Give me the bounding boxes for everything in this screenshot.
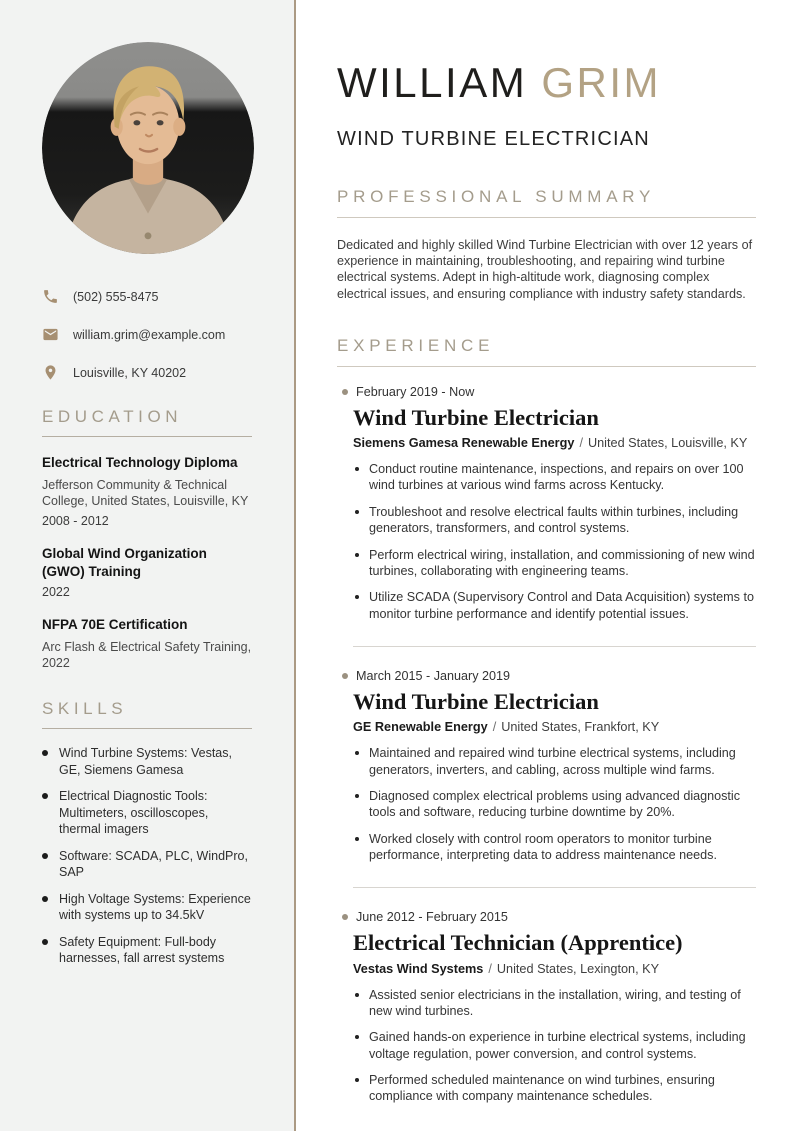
bullet-icon — [355, 553, 359, 557]
company-name: GE Renewable Energy — [353, 720, 488, 735]
entry-bullet-list — [353, 745, 756, 863]
bullet-text: Maintained and repaired wind turbine electrical systems, including generators, inverters, and cabling, across multiple wind farms. — [369, 746, 736, 777]
entry-bullet-list — [353, 461, 756, 622]
skill-text: Wind Turbine Systems: Vestas, GE, Siemens Gamesa — [59, 746, 232, 777]
email-icon — [42, 326, 59, 343]
entry-bullet-list — [353, 987, 756, 1105]
timeline-dot-icon — [342, 673, 348, 679]
bullet-icon — [355, 467, 359, 471]
summary-text: Dedicated and highly skilled Wind Turbine Electrician with over 12 years of experience in maintaining, troubleshooting, and repairing wind turbine electrical systems. Adept in high-altitude work, diagnosing complex electrical issues, and ensuring compliance with industry safety standards. — [337, 238, 753, 301]
entry-bullet — [353, 788, 756, 821]
skill-text: Electrical Diagnostic Tools: Multimeters, oscilloscopes, thermal imagers — [59, 789, 209, 837]
bullet-text: Assisted senior electricians in the installation, wiring, and testing of new wind turbines. — [369, 987, 741, 1018]
entry-dates: June 2012 - February 2015 — [356, 910, 508, 925]
entry-bullet — [353, 461, 756, 494]
phone-icon — [42, 288, 59, 305]
bullet-icon — [42, 750, 48, 756]
experience-entry — [337, 910, 756, 1104]
contact-email — [42, 326, 252, 343]
entry-date-row — [342, 669, 756, 683]
bullet-icon — [42, 853, 48, 859]
profile-photo — [42, 42, 254, 254]
skill-text: Software: SCADA, PLC, WindPro, SAP — [59, 848, 248, 880]
skill-item — [42, 745, 252, 778]
contact-section — [42, 288, 252, 381]
entry-bullet — [353, 504, 756, 537]
education-heading: EDUCATION — [42, 407, 252, 437]
education-item — [42, 545, 252, 599]
main-content — [296, 0, 800, 1131]
contact-location — [42, 364, 252, 381]
education-title: Global Wind Organization (GWO) Training — [42, 546, 207, 579]
entry-dates: March 2015 - January 2019 — [356, 669, 511, 683]
company-name: Siemens Gamesa Renewable Energy — [353, 436, 575, 451]
education-subtitle: Arc Flash & Electrical Safety Training, 2022 — [42, 639, 252, 670]
bullet-icon — [355, 751, 359, 755]
entry-bullet — [353, 547, 756, 580]
bullet-icon — [355, 510, 359, 514]
experience-divider — [353, 646, 756, 647]
experience-entry — [337, 669, 756, 863]
entry-bullet — [353, 1072, 756, 1105]
company-location-separator: / — [579, 436, 583, 451]
phone-number: (502) 555-8475 — [73, 289, 159, 304]
skill-item — [42, 848, 252, 881]
timeline-dot-icon — [342, 914, 348, 920]
bullet-text: Diagnosed complex electrical problems using advanced diagnostic tools and software, reducing turbine downtime by 20%. — [369, 788, 741, 820]
entry-dates: February 2019 - Now — [356, 384, 475, 399]
bullet-icon — [355, 1035, 359, 1039]
location-pin-icon — [42, 364, 59, 381]
education-title: Electrical Technology Diploma — [42, 455, 238, 470]
entry-date-row — [342, 910, 756, 924]
education-subtitle: Jefferson Community & Technical College, United States, Louisville, KY — [42, 477, 249, 508]
company-location: United States, Lexington, KY — [496, 961, 660, 976]
sidebar — [0, 0, 296, 1131]
experience-entry — [337, 385, 756, 622]
bullet-icon — [355, 993, 359, 997]
summary-heading: PROFESSIONAL SUMMARY — [337, 187, 756, 218]
first-name: WILLIAM — [337, 59, 528, 106]
company-location-separator: / — [492, 720, 497, 735]
bullet-text: Performed scheduled maintenance on wind turbines, ensuring compliance with company maintenance schedules. — [369, 1072, 715, 1104]
entry-bullet — [353, 589, 756, 622]
bullet-icon — [355, 794, 359, 798]
entry-bullet — [353, 1029, 756, 1062]
experience-divider — [353, 887, 756, 888]
education-title: NFPA 70E Certification — [42, 617, 188, 633]
profile-photo-illustration — [42, 42, 254, 254]
skill-item — [42, 891, 252, 924]
skill-text: Safety Equipment: Full-body harnesses, fall arrest systems — [59, 934, 225, 966]
entry-bullet — [353, 987, 756, 1020]
bullet-icon — [355, 1078, 359, 1082]
skill-item — [42, 788, 252, 838]
timeline-dot-icon — [342, 389, 348, 395]
education-item — [42, 616, 252, 671]
bullet-text: Utilize SCADA (Supervisory Control and Data Acquisition) systems to monitor turbine performance and identify potential issues. — [369, 590, 754, 621]
candidate-name — [337, 59, 756, 106]
entry-bullet — [353, 831, 756, 864]
education-item — [42, 454, 252, 528]
entry-bullet — [353, 745, 756, 778]
entry-date-row — [342, 385, 756, 399]
bullet-icon — [355, 837, 359, 841]
bullet-text: Perform electrical wiring, installation, and commissioning of new wind turbines, collaborating with engineering teams. — [369, 547, 755, 578]
contact-phone — [42, 288, 252, 305]
job-title: WIND TURBINE ELECTRICIAN — [337, 128, 650, 150]
entry-company-line — [353, 962, 756, 976]
bullet-text: Gained hands-on experience in turbine electrical systems, including voltage regulation, power conversion, and control systems. — [369, 1030, 746, 1061]
entry-title: Electrical Technician (Apprentice) — [353, 930, 683, 956]
entry-title: Wind Turbine Electrician — [353, 404, 599, 430]
company-location-separator: / — [488, 961, 492, 976]
bullet-icon — [355, 595, 359, 599]
experience-heading: EXPERIENCE — [337, 336, 756, 367]
skill-item — [42, 934, 252, 967]
location-text: Louisville, KY 40202 — [73, 365, 187, 380]
skill-text: High Voltage Systems: Experience with systems up to 34.5kV — [59, 891, 251, 923]
bullet-text: Troubleshoot and resolve electrical faults within turbines, including generators, transformers, and control systems. — [369, 504, 739, 536]
skills-list — [42, 745, 252, 967]
bullet-text: Conduct routine maintenance, inspections, and repairs on over 100 wind turbines at various wind farms across Kentucky. — [369, 462, 744, 493]
bullet-text: Worked closely with control room operators to monitor turbine performance, interpreting data to address maintenance needs. — [369, 831, 717, 862]
entry-title: Wind Turbine Electrician — [353, 689, 599, 714]
email-address: william.grim@example.com — [73, 327, 226, 342]
company-location: United States, Frankfort, KY — [501, 720, 660, 735]
bullet-icon — [42, 793, 48, 799]
bullet-icon — [42, 896, 48, 902]
company-location: United States, Louisville, KY — [587, 436, 748, 451]
entry-company-line — [353, 720, 756, 734]
last-name: GRIM — [541, 59, 662, 106]
education-dates: 2008 - 2012 — [42, 514, 109, 529]
company-name: Vestas Wind Systems — [353, 961, 484, 976]
bullet-icon — [42, 939, 48, 945]
entry-company-line — [353, 436, 756, 450]
skills-heading: SKILLS — [42, 699, 252, 729]
education-dates: 2022 — [42, 585, 70, 600]
